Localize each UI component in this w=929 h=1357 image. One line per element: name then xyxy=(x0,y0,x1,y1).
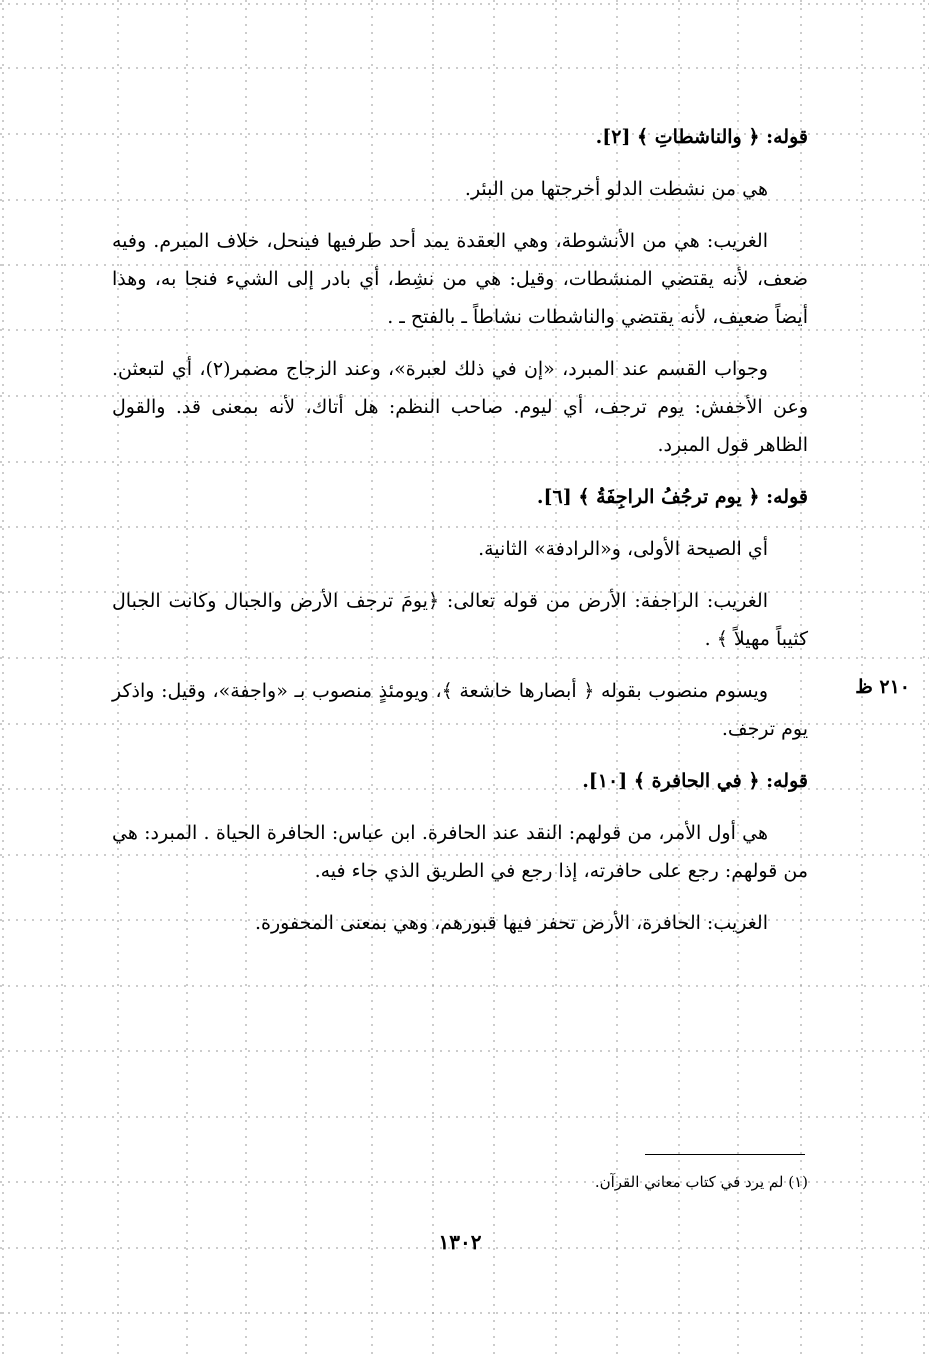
folio-margin-note: ٢١٠ ظ xyxy=(855,676,910,698)
verse-heading-1: قوله: ﴿ والناشطاتِ ﴾ [٢]. xyxy=(595,126,808,148)
paragraph-8: الغريب: الحافرة، الأرض تحفر فيها قبورهم، وهي بمعنى المحفورة. xyxy=(255,912,768,934)
paragraph-1: هي من نشطت الدلو أخرجتها من البئر. xyxy=(464,178,768,200)
paragraph-4: أي الصيحة الأولى، و«الرادفة» الثانية. xyxy=(478,538,768,560)
paragraph-5: الغريب: الراجفة: الأرض من قوله تعالى: ﴿يومَ ترجف الأرض والجبال وكانت الجبال كثيباً مهيلاً ﴾ . xyxy=(112,590,808,650)
paragraph-6: ويسوم منصوب بقوله ﴿ أبصارها خاشعة ﴾، ويومئذٍ منصوب بـ «واجفة»، وقيل: واذكر يوم ترجف. xyxy=(112,680,808,740)
paragraph-3: وجواب القسم عند المبرد، «إن في ذلك لعبرة»، وعند الزجاج مضمر(٢)، أي لتبعثن. وعن الأخفش: يوم ترجف، أي ليوم. صاحب النظم: هل أتاك، لأنه بمعنى قد. والقول الظاهر قول المبرد. xyxy=(112,358,808,456)
footnote-divider xyxy=(645,1154,805,1155)
paragraph-7: هي أول الأمر، من قولهم: النقد عند الحافرة. ابن عباس: الحافرة الحياة . المبرد: هي من قولهم: رجع على حافرته، إذا رجع في الطريق الذي جاء فيه. xyxy=(112,822,808,882)
paragraph-2: الغريب: هي من الأنشوطة، وهي العقدة يمد أحد طرفيها فينحل، خلاف المبرم. وفيه ضعف، لأنه يقتضي المنشطات، وقيل: هي من نشِط، أي بادر إلى الشيء فنجا به، وهذا أيضاً ضعيف، لأنه يقتضي والناشطات نشاطاً ـ بالفتح ـ . xyxy=(112,230,808,328)
verse-heading-3: قوله: ﴿ في الحافرة ﴾ [١٠]. xyxy=(582,770,808,792)
verse-heading-2: قوله: ﴿ يوم ترجُفُ الراجِفَةُ ﴾ [٦]. xyxy=(536,486,808,508)
footnote: (١) لم يرد في كتاب معاني القرآن. xyxy=(594,1173,808,1191)
page-number: ١٣٠٢ xyxy=(438,1230,482,1254)
page-body xyxy=(112,118,808,956)
